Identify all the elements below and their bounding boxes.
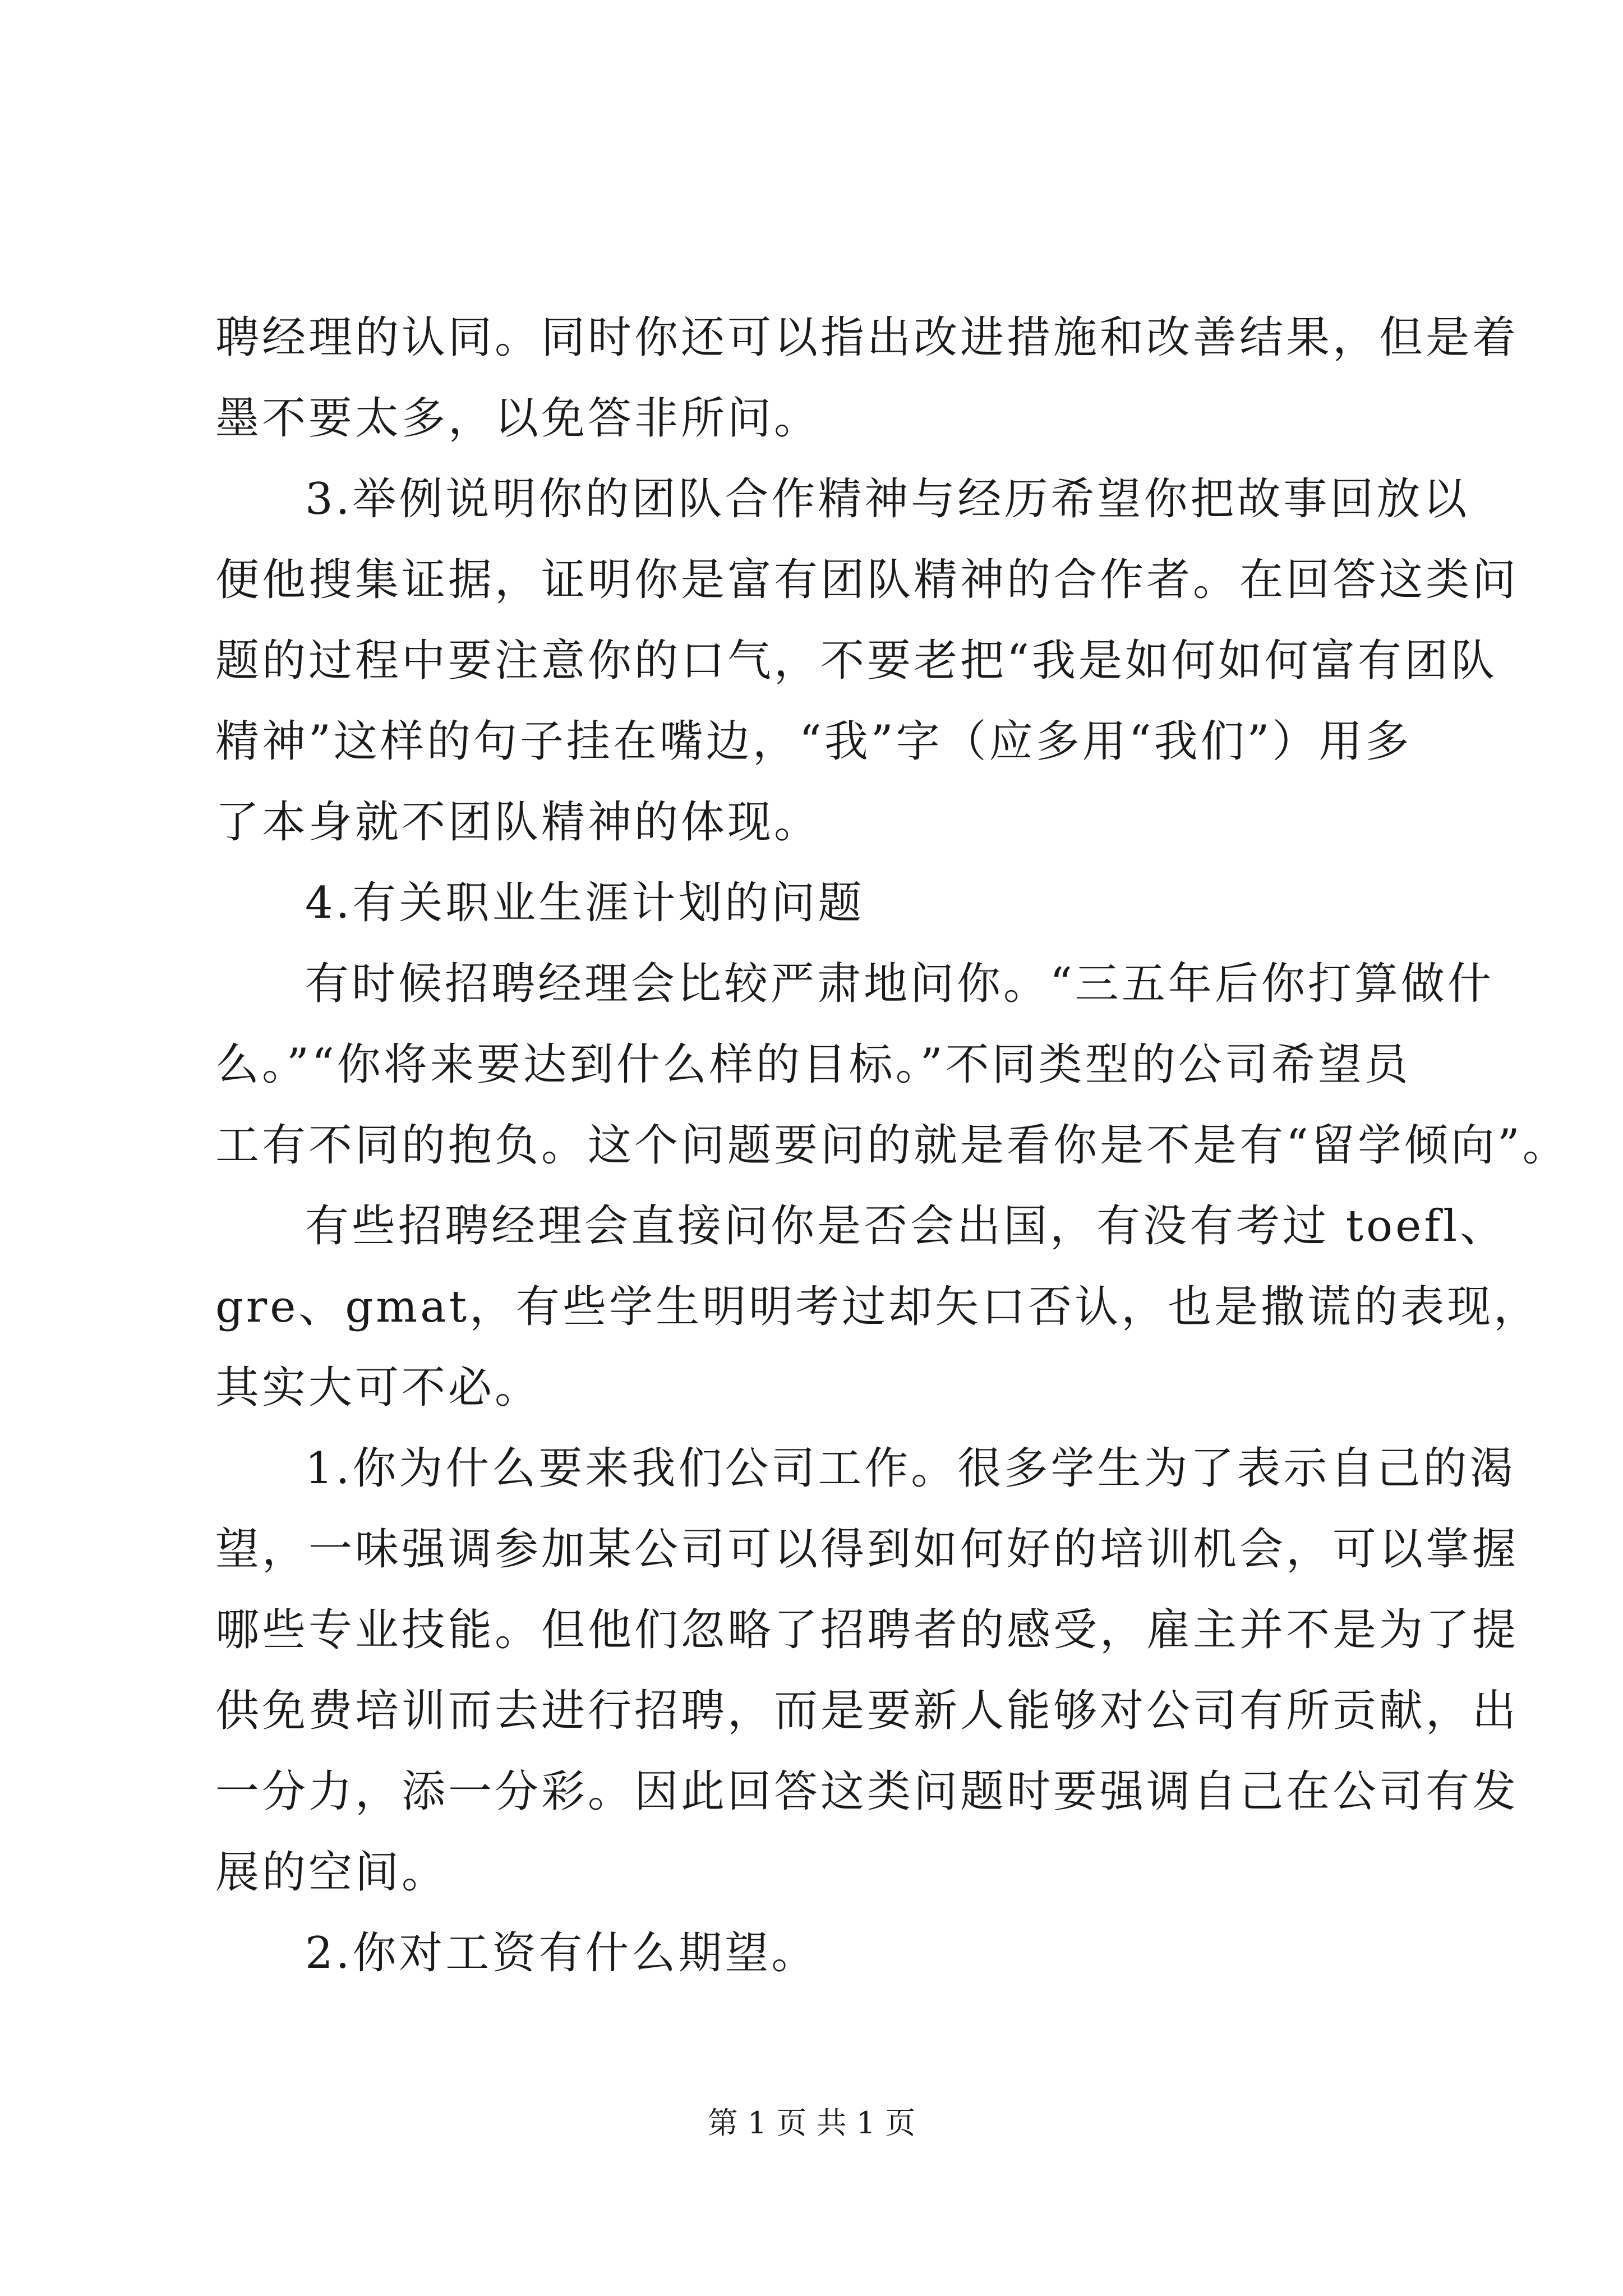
text-line: 一分力，添一分彩。因此回答这类问题时要强调自己在公司有发 [215,1766,1519,1817]
text-line: 有时候招聘经理会比较严肃地问你。“三五年后你打算做什 [305,959,1494,1009]
text-line: 题的过程中要注意你的口气，不要老把“我是如何如何富有团队 [215,636,1497,686]
text-line: 望，一味强调参加某公司可以得到如何好的培训机会，可以掌握 [215,1524,1519,1575]
text-line: 3.举例说明你的团队合作精神与经历希望你把故事回放以 [305,474,1470,524]
text-line: 4.有关职业生涯计划的问题 [305,878,865,928]
text-line: 么。”“你将来要达到什么样的目标。”不同类型的公司希望员 [215,1039,1411,1090]
text-line: 精神”这样的句子挂在嘴边，“我”字（应多用“我们”）用多 [215,716,1412,767]
text-line: 1.你为什么要来我们公司工作。很多学生为了表示自己的渴 [305,1443,1516,1494]
text-line: 墨不要太多，以免答非所问。 [215,393,821,444]
text-line: 2.你对工资有什么期望。 [305,1928,818,1978]
text-line: 其实大可不必。 [215,1363,542,1413]
text-line: 了本身就不团队精神的体现。 [215,797,821,848]
text-line: 便他搜集证据，证明你是富有团队精神的合作者。在回答这类问 [215,555,1519,605]
document-body [215,297,1569,1994]
text-line: 聘经理的认同。同时你还可以指出改进措施和改善结果，但是着 [215,312,1519,363]
text-line: 哪些专业技能。但他们忽略了招聘者的感受，雇主并不是为了提 [215,1605,1519,1655]
text-line: gre、gmat，有些学生明明考过却矢口否认，也是撒谎的表现， [215,1282,1541,1332]
text-line: 有些招聘经理会直接问你是否会出国，有没有考过 toefl、 [305,1201,1507,1251]
text-line: 展的空间。 [215,1847,449,1898]
text-line: 供免费培训而去进行招聘，而是要新人能够对公司有所贡献，出 [215,1686,1519,1736]
page-footer: 第 1 页 共 1 页 [707,2105,916,2141]
text-line: 工有不同的抱负。这个问题要问的就是看你是不是有“留学倾向”。 [215,1120,1569,1171]
